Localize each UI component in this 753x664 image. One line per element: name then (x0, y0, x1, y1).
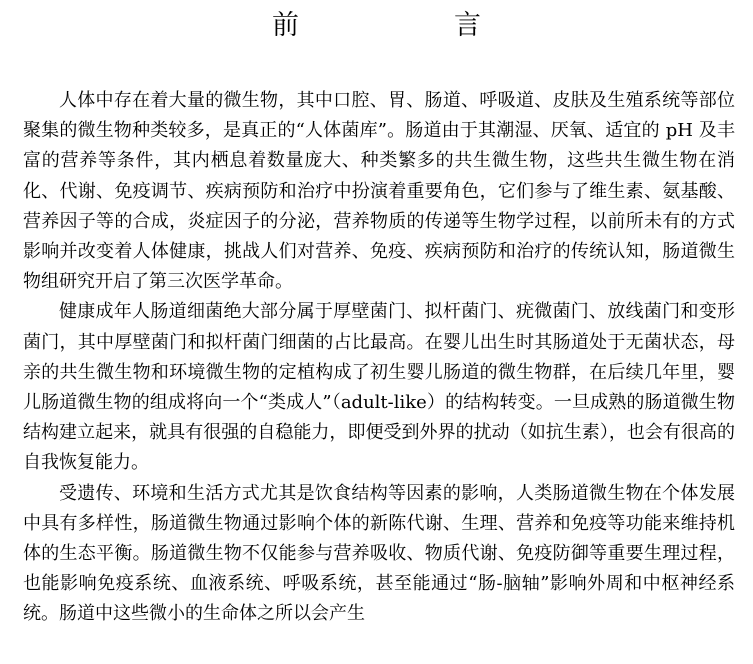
body-text (23, 86, 735, 630)
paragraph-1: 人体中存在着大量的微生物，其中口腔、胃、肠道、呼吸道、皮肤及生殖系统等部位聚集的微生物种类较多，是真正的“人体菌库”。肠道由于其潮湿、厌氧、适宜的 pH 及丰富的营养等条件，其内栖息着数量庞大、种类繁多的共生微生物，这些共生微生物在消化、代谢、免疫调节、疾病预防和治疗中扮演着重要角色，它们参与了维生素、氨基酸、营养因子等的合成，炎症因子的分泌，营养物质的传递等生物学过程，以前所未有的方式影响并改变着人体健康，挑战人们对营养、免疫、疾病预防和治疗的传统认知，肠道微生物组研究开启了第三次医学革命。 (23, 90, 735, 293)
paragraph-3: 受遗传、环境和生活方式尤其是饮食结构等因素的影响，人类肠道微生物在个体发展中具有多样性，肠道微生物通过影响个体的新陈代谢、生理、营养和免疫等功能来维持机体的生态平衡。肠道微生物不仅能参与营养吸收、物质代谢、免疫防御等重要生理过程，也能影响免疫系统、血液系统、呼吸系统，甚至能通过“肠-脑轴”影响外周和中枢神经系统。肠道中这些微小的生命体之所以会产生 (23, 482, 735, 625)
paragraph-2: 健康成年人肠道细菌绝大部分属于厚壁菌门、拟杆菌门、疣微菌门、放线菌门和变形菌门，其中厚壁菌门和拟杆菌门细菌的占比最高。在婴儿出生时其肠道处于无菌状态，母亲的共生微生物和环境微生物的定植构成了初生婴儿肠道的微生物群，在后续几年里，婴儿肠道微生物的组成将向一个“类成人”（adult-like）的结构转变。一旦成熟的肠道微生物结构建立起来，就具有很强的自稳能力，即便受到外界的扰动（如抗生素），也会有很高的自我恢复能力。 (23, 301, 735, 474)
page-title: 前 言 (272, 10, 545, 41)
